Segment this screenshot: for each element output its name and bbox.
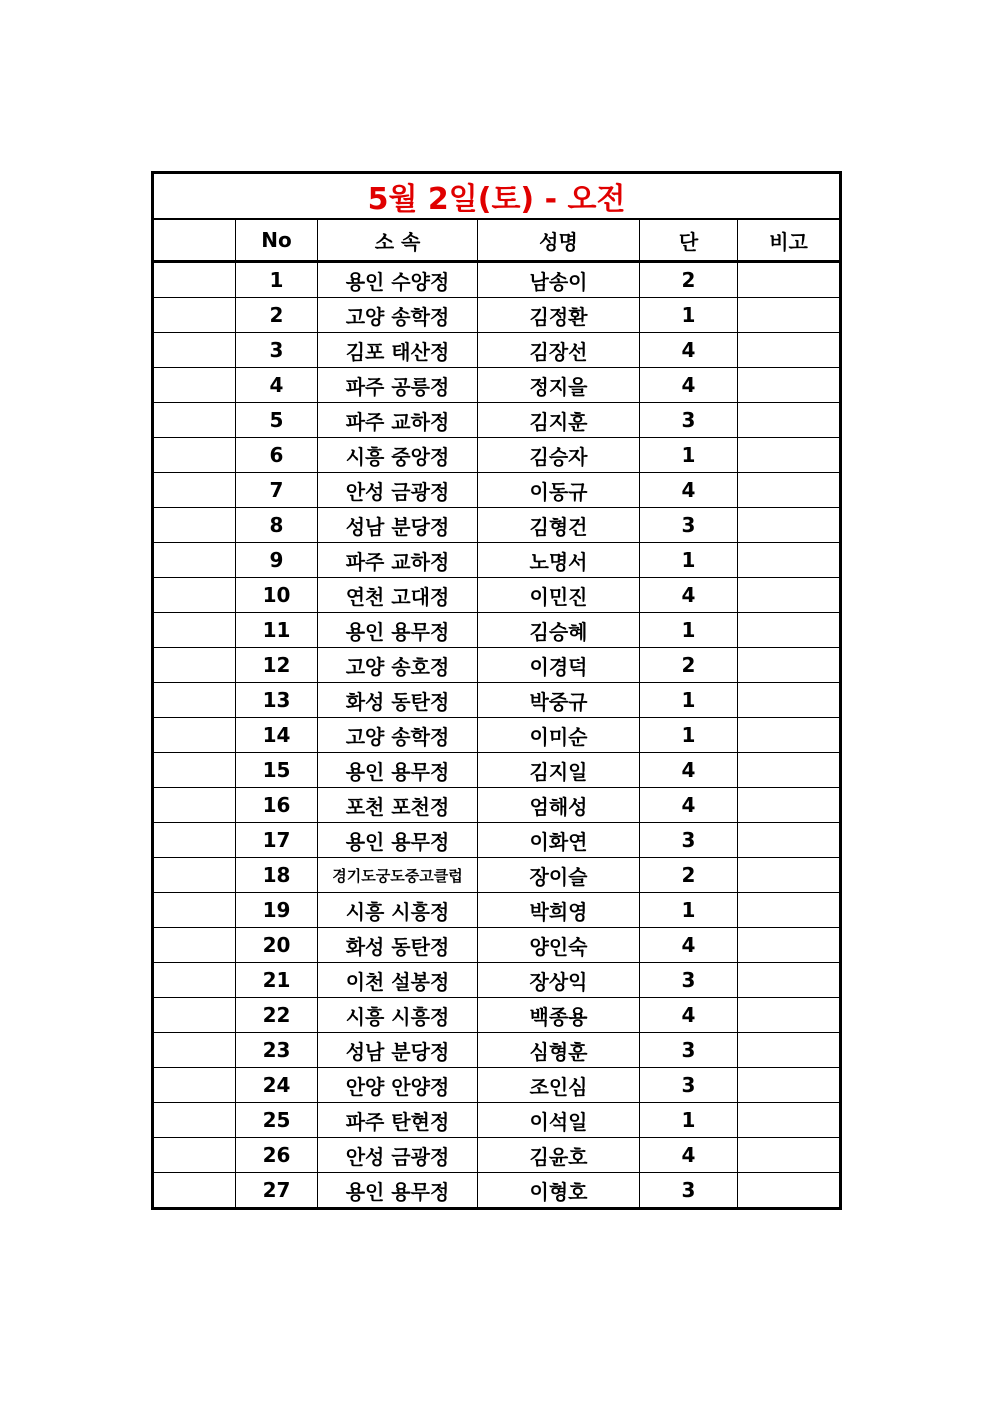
cell-affiliation: 경기도궁도중고클럽 <box>318 858 478 893</box>
cell-dan: 4 <box>640 333 738 368</box>
table-row <box>153 403 841 438</box>
cell-no: 3 <box>236 333 318 368</box>
cell-remarks <box>738 1068 841 1103</box>
cell-name: 정지을 <box>478 368 640 403</box>
blank-cell <box>153 823 236 858</box>
header-remarks: 비고 <box>738 219 841 262</box>
cell-remarks <box>738 368 841 403</box>
table-row <box>153 928 841 963</box>
cell-name: 이경덕 <box>478 648 640 683</box>
blank-cell <box>153 893 236 928</box>
cell-no: 14 <box>236 718 318 753</box>
cell-name: 장상익 <box>478 963 640 998</box>
cell-dan: 4 <box>640 998 738 1033</box>
table-row <box>153 508 841 543</box>
roster-body <box>153 262 841 1209</box>
cell-name: 엄해성 <box>478 788 640 823</box>
cell-dan: 1 <box>640 1103 738 1138</box>
cell-affiliation: 성남 분당정 <box>318 1033 478 1068</box>
cell-name: 박희영 <box>478 893 640 928</box>
blank-cell <box>153 648 236 683</box>
cell-dan: 1 <box>640 613 738 648</box>
cell-remarks <box>738 648 841 683</box>
header-no: No <box>236 219 318 262</box>
table-row <box>153 298 841 333</box>
table-row <box>153 1138 841 1173</box>
blank-cell <box>153 1033 236 1068</box>
table-row <box>153 543 841 578</box>
cell-affiliation: 연천 고대정 <box>318 578 478 613</box>
cell-affiliation: 김포 태산정 <box>318 333 478 368</box>
cell-dan: 1 <box>640 718 738 753</box>
cell-affiliation: 용인 용무정 <box>318 753 478 788</box>
cell-remarks <box>738 1103 841 1138</box>
cell-no: 10 <box>236 578 318 613</box>
cell-remarks <box>738 1033 841 1068</box>
cell-name: 김승혜 <box>478 613 640 648</box>
blank-cell <box>153 788 236 823</box>
blank-cell <box>153 298 236 333</box>
blank-cell <box>153 403 236 438</box>
cell-affiliation: 성남 분당정 <box>318 508 478 543</box>
cell-name: 이민진 <box>478 578 640 613</box>
cell-affiliation: 포천 포천정 <box>318 788 478 823</box>
table-row <box>153 823 841 858</box>
cell-name: 이미순 <box>478 718 640 753</box>
cell-dan: 4 <box>640 578 738 613</box>
cell-remarks <box>738 578 841 613</box>
title-row <box>153 173 841 220</box>
blank-cell <box>153 543 236 578</box>
cell-remarks <box>738 823 841 858</box>
cell-name: 김정환 <box>478 298 640 333</box>
cell-name: 이석일 <box>478 1103 640 1138</box>
cell-name: 김승자 <box>478 438 640 473</box>
cell-dan: 4 <box>640 473 738 508</box>
cell-affiliation: 안성 금광정 <box>318 473 478 508</box>
table-row <box>153 648 841 683</box>
cell-dan: 1 <box>640 683 738 718</box>
cell-no: 5 <box>236 403 318 438</box>
blank-cell <box>153 613 236 648</box>
cell-remarks <box>738 543 841 578</box>
cell-affiliation: 안성 금광정 <box>318 1138 478 1173</box>
blank-cell <box>153 963 236 998</box>
cell-affiliation: 시흥 중앙정 <box>318 438 478 473</box>
table-row <box>153 473 841 508</box>
blank-cell <box>153 438 236 473</box>
cell-dan: 3 <box>640 963 738 998</box>
table-row <box>153 578 841 613</box>
blank-cell <box>153 508 236 543</box>
cell-remarks <box>738 298 841 333</box>
cell-remarks <box>738 788 841 823</box>
blank-cell <box>153 928 236 963</box>
cell-dan: 2 <box>640 858 738 893</box>
blank-cell <box>153 368 236 403</box>
table-row <box>153 1033 841 1068</box>
cell-name: 조인심 <box>478 1068 640 1103</box>
cell-no: 18 <box>236 858 318 893</box>
cell-affiliation: 이천 설봉정 <box>318 963 478 998</box>
cell-affiliation: 파주 교하정 <box>318 543 478 578</box>
cell-no: 7 <box>236 473 318 508</box>
header-dan: 단 <box>640 219 738 262</box>
cell-name: 김형건 <box>478 508 640 543</box>
blank-cell <box>153 998 236 1033</box>
cell-no: 8 <box>236 508 318 543</box>
cell-remarks <box>738 998 841 1033</box>
cell-remarks <box>738 1138 841 1173</box>
table-row <box>153 718 841 753</box>
cell-no: 1 <box>236 262 318 298</box>
cell-dan: 2 <box>640 262 738 298</box>
table-row <box>153 613 841 648</box>
cell-remarks <box>738 1173 841 1209</box>
table-row <box>153 753 841 788</box>
cell-remarks <box>738 928 841 963</box>
page-title: 5월 2일(토) - 오전 <box>153 173 841 220</box>
cell-affiliation: 화성 동탄정 <box>318 928 478 963</box>
cell-affiliation: 화성 동탄정 <box>318 683 478 718</box>
cell-dan: 4 <box>640 1138 738 1173</box>
blank-cell <box>153 1103 236 1138</box>
cell-name: 남송이 <box>478 262 640 298</box>
roster-table <box>151 171 842 1210</box>
cell-no: 22 <box>236 998 318 1033</box>
cell-dan: 2 <box>640 648 738 683</box>
blank-cell <box>153 473 236 508</box>
cell-no: 19 <box>236 893 318 928</box>
cell-no: 13 <box>236 683 318 718</box>
cell-dan: 4 <box>640 788 738 823</box>
cell-remarks <box>738 473 841 508</box>
blank-cell <box>153 1173 236 1209</box>
blank-cell <box>153 578 236 613</box>
cell-name: 이동규 <box>478 473 640 508</box>
header-affiliation: 소 속 <box>318 219 478 262</box>
cell-dan: 1 <box>640 893 738 928</box>
table-row <box>153 1103 841 1138</box>
blank-cell <box>153 1068 236 1103</box>
cell-remarks <box>738 438 841 473</box>
cell-no: 24 <box>236 1068 318 1103</box>
cell-dan: 3 <box>640 508 738 543</box>
cell-remarks <box>738 963 841 998</box>
cell-no: 17 <box>236 823 318 858</box>
cell-remarks <box>738 893 841 928</box>
cell-affiliation: 안양 안양정 <box>318 1068 478 1103</box>
cell-dan: 3 <box>640 1068 738 1103</box>
table-row <box>153 683 841 718</box>
table-row <box>153 963 841 998</box>
cell-name: 백종용 <box>478 998 640 1033</box>
cell-no: 27 <box>236 1173 318 1209</box>
table-row <box>153 1068 841 1103</box>
cell-remarks <box>738 508 841 543</box>
cell-dan: 1 <box>640 543 738 578</box>
cell-dan: 4 <box>640 928 738 963</box>
cell-no: 26 <box>236 1138 318 1173</box>
cell-remarks <box>738 718 841 753</box>
cell-dan: 3 <box>640 1173 738 1209</box>
blank-cell <box>153 262 236 298</box>
cell-name: 이화연 <box>478 823 640 858</box>
blank-header-cell <box>153 219 236 262</box>
header-name: 성명 <box>478 219 640 262</box>
table-row <box>153 368 841 403</box>
table-row <box>153 1173 841 1209</box>
cell-affiliation: 고양 송학정 <box>318 298 478 333</box>
cell-affiliation: 시흥 시흥정 <box>318 998 478 1033</box>
table-row <box>153 998 841 1033</box>
blank-cell <box>153 753 236 788</box>
cell-affiliation: 고양 송호정 <box>318 648 478 683</box>
cell-no: 16 <box>236 788 318 823</box>
cell-affiliation: 용인 용무정 <box>318 823 478 858</box>
cell-no: 9 <box>236 543 318 578</box>
cell-dan: 3 <box>640 403 738 438</box>
cell-no: 20 <box>236 928 318 963</box>
cell-affiliation: 용인 용무정 <box>318 613 478 648</box>
cell-no: 23 <box>236 1033 318 1068</box>
blank-cell <box>153 333 236 368</box>
cell-affiliation: 용인 용무정 <box>318 1173 478 1209</box>
cell-dan: 3 <box>640 1033 738 1068</box>
cell-affiliation: 고양 송학정 <box>318 718 478 753</box>
cell-dan: 1 <box>640 298 738 333</box>
cell-no: 6 <box>236 438 318 473</box>
cell-affiliation: 시흥 시흥정 <box>318 893 478 928</box>
blank-cell <box>153 858 236 893</box>
cell-remarks <box>738 613 841 648</box>
table-row <box>153 893 841 928</box>
blank-cell <box>153 718 236 753</box>
blank-cell <box>153 1138 236 1173</box>
cell-name: 김장선 <box>478 333 640 368</box>
cell-affiliation: 파주 공릉정 <box>318 368 478 403</box>
cell-no: 4 <box>236 368 318 403</box>
cell-affiliation: 파주 교하정 <box>318 403 478 438</box>
cell-name: 김지훈 <box>478 403 640 438</box>
table-row <box>153 262 841 298</box>
cell-no: 2 <box>236 298 318 333</box>
cell-remarks <box>738 403 841 438</box>
table-row <box>153 438 841 473</box>
cell-name: 노명서 <box>478 543 640 578</box>
table-row <box>153 788 841 823</box>
cell-name: 김윤호 <box>478 1138 640 1173</box>
table-row <box>153 858 841 893</box>
cell-name: 양인숙 <box>478 928 640 963</box>
cell-remarks <box>738 858 841 893</box>
cell-name: 박중규 <box>478 683 640 718</box>
cell-remarks <box>738 753 841 788</box>
cell-name: 이형호 <box>478 1173 640 1209</box>
header-row <box>153 219 841 262</box>
cell-no: 25 <box>236 1103 318 1138</box>
cell-name: 김지일 <box>478 753 640 788</box>
cell-dan: 4 <box>640 368 738 403</box>
cell-dan: 1 <box>640 438 738 473</box>
cell-name: 심형훈 <box>478 1033 640 1068</box>
cell-remarks <box>738 333 841 368</box>
cell-dan: 3 <box>640 823 738 858</box>
cell-dan: 4 <box>640 753 738 788</box>
cell-no: 15 <box>236 753 318 788</box>
cell-no: 21 <box>236 963 318 998</box>
cell-remarks <box>738 683 841 718</box>
table-row <box>153 333 841 368</box>
cell-affiliation: 파주 탄현정 <box>318 1103 478 1138</box>
blank-cell <box>153 683 236 718</box>
cell-remarks <box>738 262 841 298</box>
cell-no: 12 <box>236 648 318 683</box>
cell-name: 장이슬 <box>478 858 640 893</box>
cell-no: 11 <box>236 613 318 648</box>
cell-affiliation: 용인 수양정 <box>318 262 478 298</box>
